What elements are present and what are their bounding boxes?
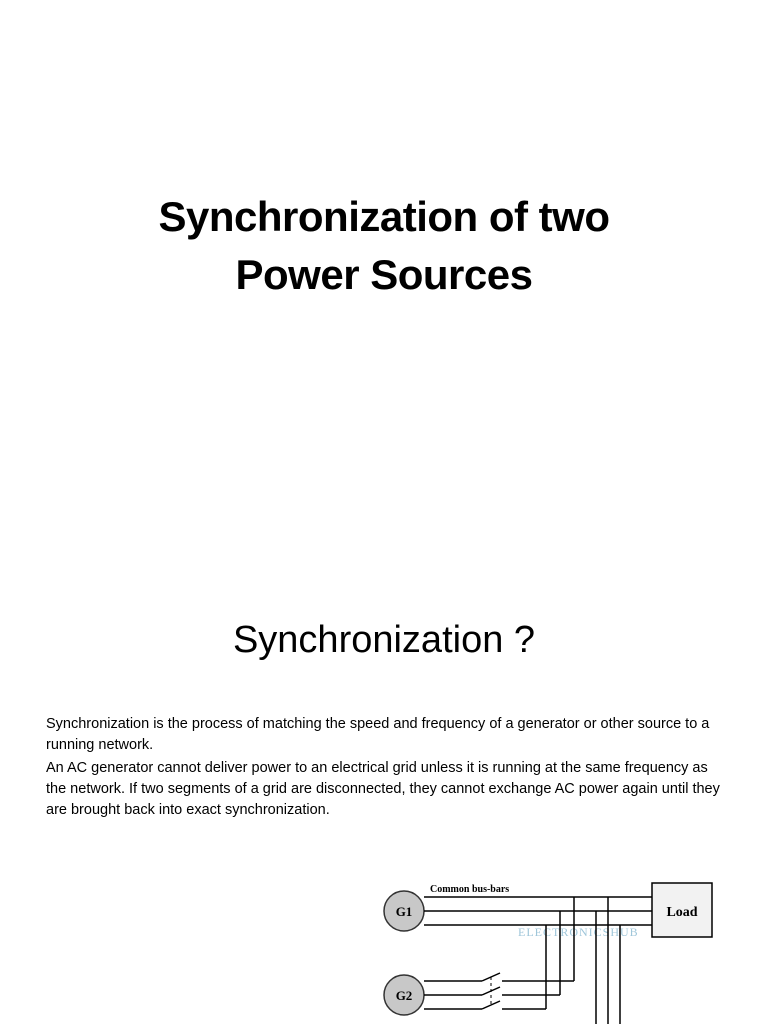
slide-2: [0, 580, 768, 1024]
paragraph-2: An AC generator cannot deliver power to an electrical grid unless it is running at the same frequency as the network. If two segments of a grid are disconnected, they cannot exchange AC power again until they are brought back into exact synchronization.: [46, 760, 720, 818]
slide-2-body: [46, 714, 726, 823]
synchronization-diagram: [370, 875, 730, 1024]
generator-2-label: G2: [395, 988, 413, 1003]
load-label: Load: [666, 905, 698, 920]
paragraph-1: Synchronization is the process of matching the speed and frequency of a generator or other source to a running network.: [46, 716, 710, 753]
generator-1-label: G1: [395, 904, 413, 919]
circuit-diagram: [370, 875, 730, 1024]
slide-1-title: [0, 188, 768, 304]
bus-label: Common bus-bars: [430, 884, 510, 895]
slide-2-title: Synchronization ?: [232, 619, 536, 661]
watermark-text: ELECTRONICSHUB: [518, 925, 639, 939]
slide-1-title-line-1: Synchronization of two: [158, 193, 610, 240]
slide-1-title-line-2: Power Sources: [235, 251, 533, 298]
